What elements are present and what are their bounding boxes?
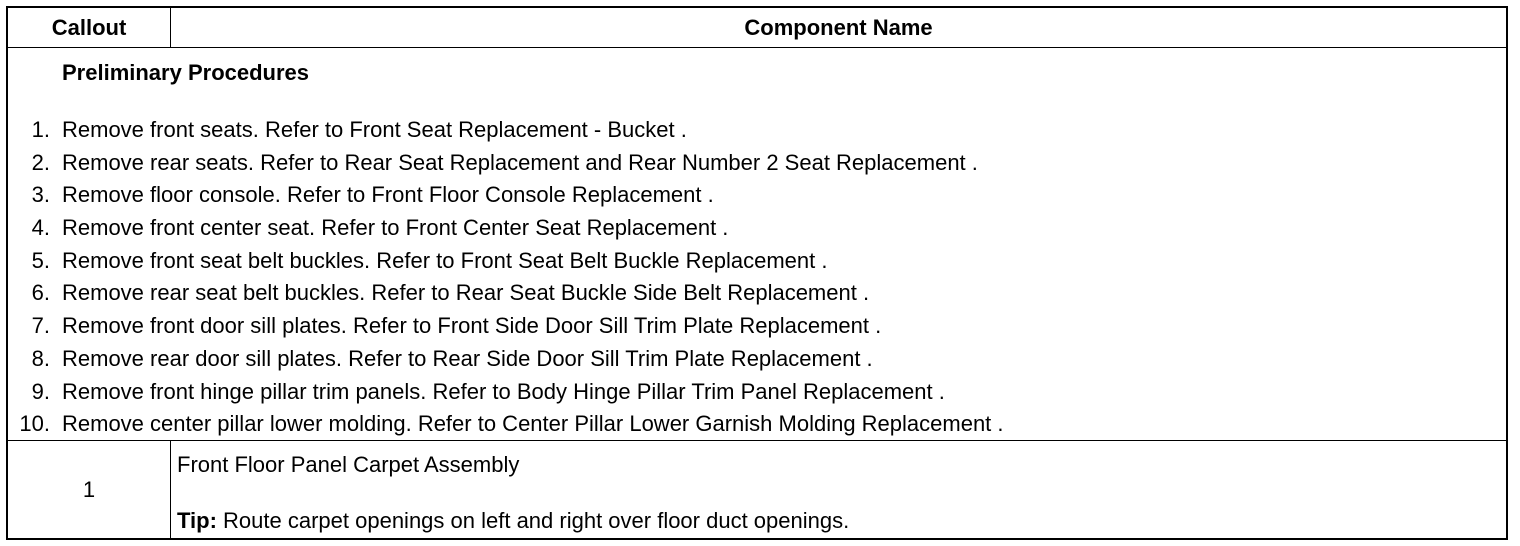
step-number: 6. [31, 280, 50, 306]
step-text: Remove front seats. Refer to Front Seat Replacement - Bucket . [62, 117, 687, 142]
component-tip [177, 508, 849, 534]
step-text: Remove center pillar lower molding. Refer to Center Pillar Lower Garnish Molding Replacement . [62, 411, 1004, 437]
preliminary-procedures-section [8, 48, 1506, 441]
step-text: Remove front seat belt buckles. Refer to Front Seat Belt Buckle Replacement . [62, 247, 828, 273]
callout-column-header: Callout [8, 8, 171, 48]
tip-label: Tip: [177, 508, 217, 533]
step-number: 4. [31, 215, 50, 241]
table-header-row [8, 8, 1506, 48]
component-name: Front Floor Panel Carpet Assembly [177, 452, 520, 477]
callout-cell [8, 441, 171, 538]
step-text: Remove front center seat. Refer to Front Center Seat Replacement . [62, 215, 729, 241]
table-row [8, 441, 1506, 538]
step-number: 1. [31, 117, 50, 142]
callout-number: 1 [82, 476, 96, 502]
step-text: Remove rear door sill plates. Refer to Rear Side Door Sill Trim Plate Replacement . [62, 345, 873, 371]
step-text: Remove front hinge pillar trim panels. Refer to Body Hinge Pillar Trim Panel Replacement . [62, 378, 945, 404]
component-name-column-header: Component Name [744, 15, 933, 40]
component-table [6, 6, 1508, 540]
step-number: 3. [31, 182, 50, 208]
step-number: 2. [31, 149, 50, 175]
step-number: 5. [31, 247, 50, 273]
step-text: Remove rear seat belt buckles. Refer to Rear Seat Buckle Side Belt Replacement . [62, 280, 870, 306]
step-number: 8. [31, 345, 50, 371]
step-number: 9. [31, 378, 50, 404]
step-number: 10. [19, 411, 50, 437]
preliminary-procedures-title: Preliminary Procedures [62, 60, 310, 85]
step-text: Remove floor console. Refer to Front Floor Console Replacement . [62, 182, 714, 208]
step-text: Remove front door sill plates. Refer to Front Side Door Sill Trim Plate Replacement . [62, 313, 882, 339]
step-text: Remove rear seats. Refer to Rear Seat Replacement and Rear Number 2 Seat Replacement . [62, 149, 978, 175]
tip-text: Route carpet openings on left and right over floor duct openings. [216, 508, 850, 533]
step-number: 7. [31, 313, 50, 339]
